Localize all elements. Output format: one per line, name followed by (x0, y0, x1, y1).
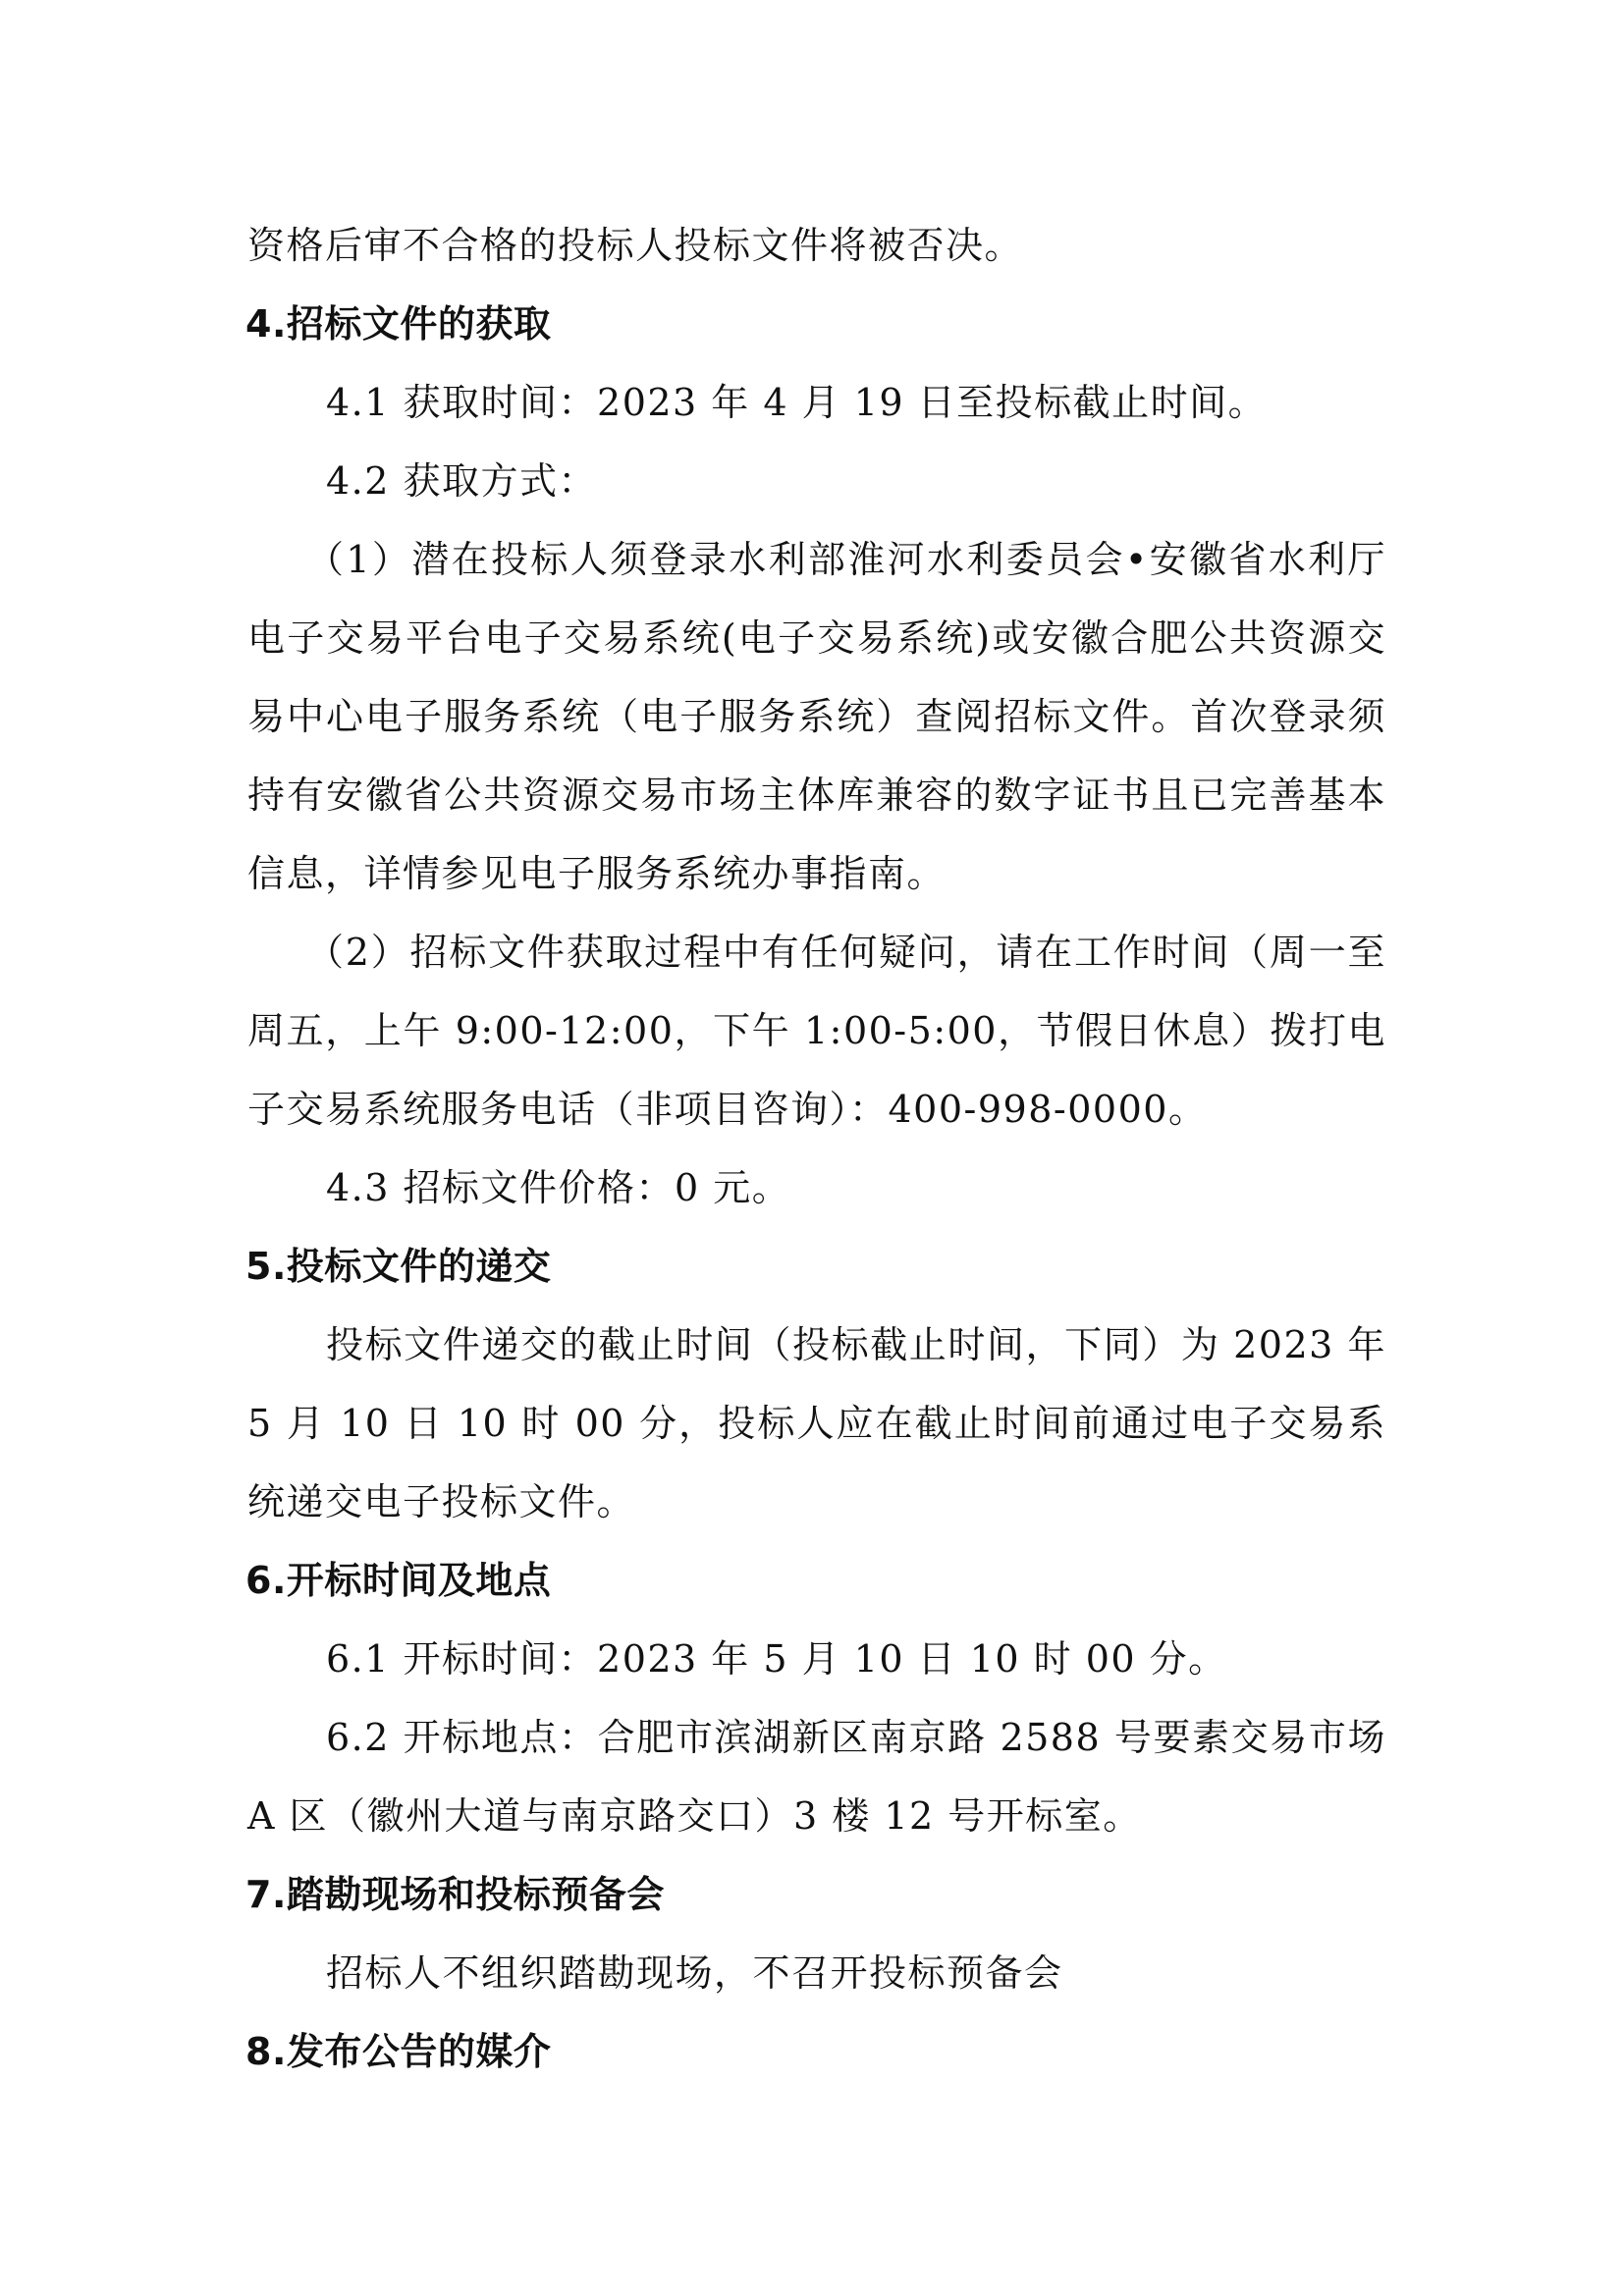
section-4-1-paragraph: 4.1 获取时间：2023 年 4 月 19 日至投标截止时间。 (326, 381, 1268, 424)
document-page (247, 206, 1386, 2091)
section-5-heading: 5.投标文件的递交 (245, 1245, 552, 1288)
section-6-heading: 6.开标时间及地点 (245, 1559, 552, 1602)
section-4-2-item-2-paragraph: （2）招标文件获取过程中有任何疑问，请在工作时间（周一至周五，上午 9:00-12:00，下午 1:00-5:00，节假日休息）拨打电子交易系统服务电话（非项目咨询）：400-998-0000。 (247, 931, 1386, 1131)
section-4-2-item-1-paragraph: （1）潜在投标人须登录水利部淮河水利委员会•安徽省水利厅电子交易平台电子交易系统(电子交易系统)或安徽合肥公共资源交易中心电子服务系统（电子服务系统）查阅招标文件。首次登录须持有安徽省公共资源交易市场主体库兼容的数字证书且已完善基本信息，详情参见电子服务系统办事指南。 (247, 538, 1386, 895)
section-7-paragraph: 招标人不组织踏勘现场，不召开投标预备会 (326, 1951, 1063, 1995)
section-4-2-paragraph: 4.2 获取方式： (326, 459, 598, 503)
section-6-2-paragraph: 6.2 开标地点：合肥市滨湖新区南京路 2588 号要素交易市场 A 区（徽州大道与南京路交口）3 楼 12 号开标室。 (247, 1716, 1386, 1838)
section-7-heading: 7.踏勘现场和投标预备会 (245, 1873, 665, 1916)
intro-paragraph: 资格后审不合格的投标人投标文件将被否决。 (247, 224, 1024, 267)
section-5-paragraph: 投标文件递交的截止时间（投标截止时间，下同）为 2023 年 5 月 10 日 10 时 00 分，投标人应在截止时间前通过电子交易系统递交电子投标文件。 (247, 1323, 1386, 1523)
section-6-1-paragraph: 6.1 开标时间：2023 年 5 月 10 日 10 时 00 分。 (326, 1637, 1227, 1681)
section-4-3-paragraph: 4.3 招标文件价格：0 元。 (326, 1166, 791, 1209)
section-4-heading: 4.招标文件的获取 (245, 302, 552, 346)
section-8-heading: 8.发布公告的媒介 (245, 2030, 552, 2073)
